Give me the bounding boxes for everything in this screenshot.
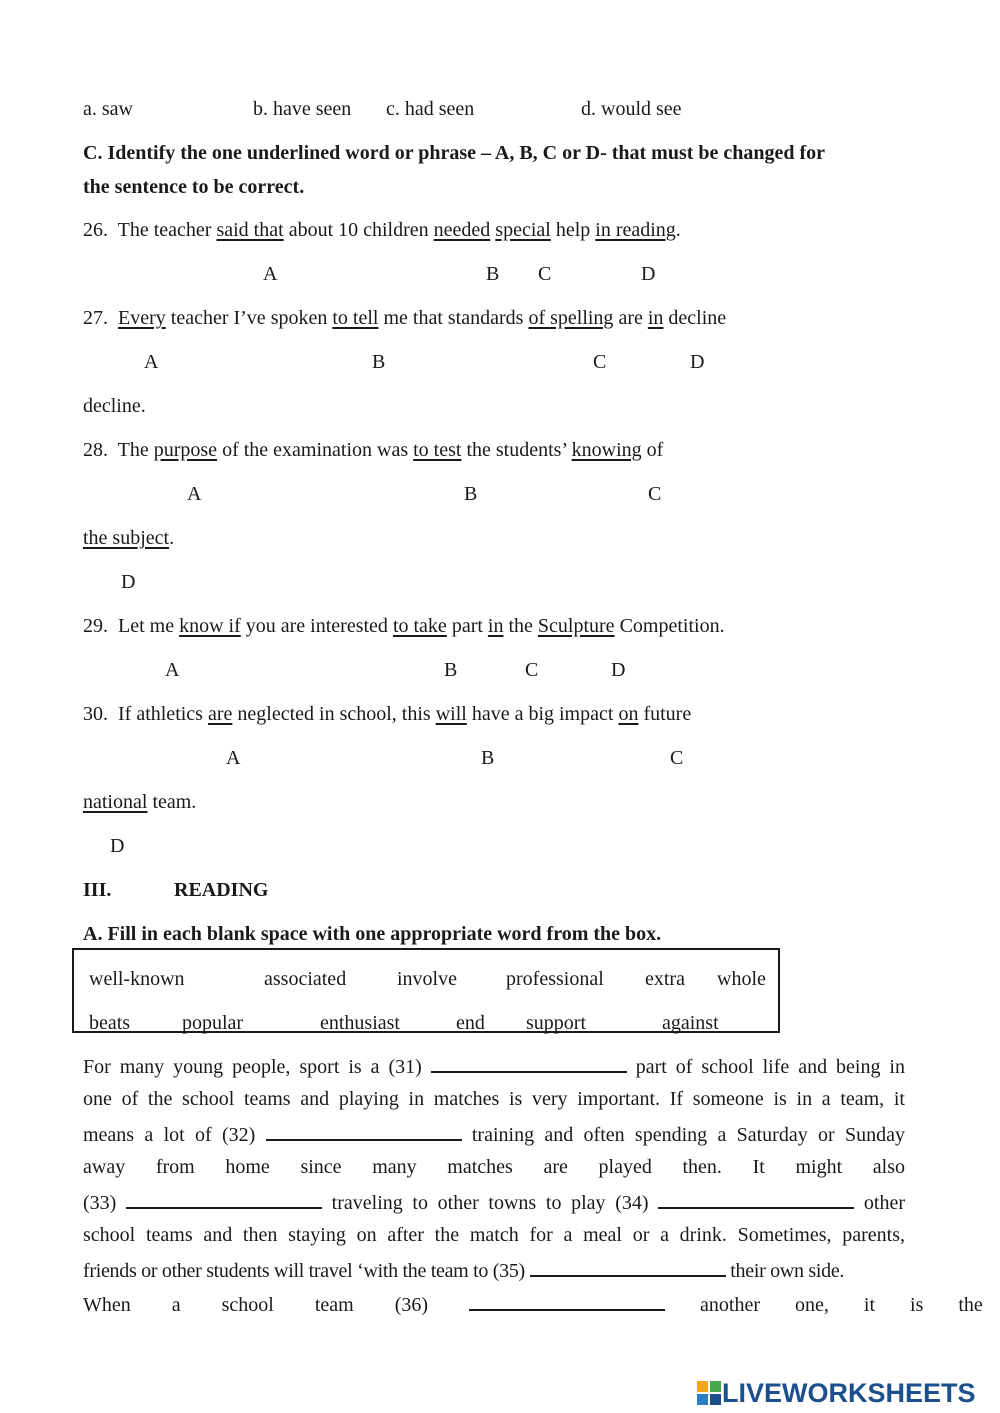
question-28-continuation: [83, 526, 174, 550]
text: team.: [147, 791, 197, 813]
text: of the examination was: [217, 439, 414, 461]
text: training and often spending a Saturday or Sunday: [461, 1124, 905, 1146]
passage-line: [83, 1257, 905, 1283]
text: Competition.: [614, 615, 725, 637]
text: of: [641, 439, 664, 461]
word-box-item: extra: [645, 968, 685, 990]
question-27-continuation: decline.: [83, 395, 146, 417]
text: the: [503, 615, 538, 637]
text: decline: [663, 307, 727, 329]
blank-33[interactable]: [126, 1189, 322, 1209]
text: (33): [83, 1192, 126, 1214]
text: about 10 children: [283, 219, 434, 241]
text: .: [675, 219, 681, 241]
blank-32[interactable]: [266, 1121, 462, 1141]
letter-b: B: [486, 263, 500, 285]
passage-line: school teams and then staying on after the match for a meal or a drink. Sometimes, parents,: [83, 1224, 905, 1246]
letter-c: C: [525, 659, 539, 681]
letter-d: D: [641, 263, 656, 285]
underlined-b: to test: [413, 439, 462, 461]
letter-b: B: [481, 747, 495, 769]
underlined-d: in reading: [595, 219, 676, 241]
question-number: 30.: [83, 703, 108, 725]
text: part: [446, 615, 488, 637]
section-number: III.: [83, 879, 112, 901]
underlined-a: said that: [216, 219, 284, 241]
text: When a school team (36): [83, 1294, 470, 1316]
question-number: 26.: [83, 219, 108, 241]
text: part of school life and being in: [626, 1056, 905, 1078]
letter-a: A: [263, 263, 278, 285]
text: are: [613, 307, 648, 329]
text: have a big impact: [466, 703, 619, 725]
text: me that standards: [378, 307, 529, 329]
underlined-c: in: [487, 615, 504, 637]
text: friends or other students will travel ‘with the team to (35): [83, 1260, 530, 1282]
text: another one, it is the: [665, 1294, 983, 1316]
underlined-b: to tell: [332, 307, 379, 329]
question-number: 29.: [83, 615, 108, 637]
text: .: [169, 527, 175, 549]
passage-line: [83, 1121, 905, 1147]
letter-c: C: [670, 747, 684, 769]
section-title: READING: [174, 879, 269, 901]
underlined-d: national: [83, 791, 148, 813]
option-d: d. would see: [581, 98, 682, 120]
text: If athletics: [118, 703, 208, 725]
question-30: [83, 702, 691, 726]
blank-34[interactable]: [658, 1189, 854, 1209]
text: teacher I’ve spoken: [165, 307, 333, 329]
text: The teacher: [117, 219, 217, 241]
letter-a: A: [226, 747, 241, 769]
letter-d: D: [121, 571, 136, 593]
word-box-item: end: [456, 1012, 485, 1034]
passage-line: [83, 1053, 905, 1079]
text: the students’: [461, 439, 572, 461]
blank-35[interactable]: [530, 1257, 726, 1277]
logo-text: LIVEWORKSHEETS: [722, 1377, 976, 1408]
passage-line: one of the school teams and playing in matches is very important. If someone is in a team, it: [83, 1088, 905, 1110]
word-box-item: enthusiast: [320, 1012, 400, 1034]
underlined-c: on: [618, 703, 639, 725]
underlined-a: Every: [118, 307, 166, 329]
passage-line: away from home since many matches are played then. It might also: [83, 1156, 905, 1178]
part-a-instruction: A. Fill in each blank space with one appropriate word from the box.: [83, 923, 662, 945]
liveworksheets-logo-icon: [696, 1380, 722, 1406]
text: traveling to other towns to play (34): [322, 1192, 659, 1214]
question-number: 27.: [83, 307, 108, 329]
text: For many young people, sport is a (31): [83, 1056, 431, 1078]
text: help: [550, 219, 596, 241]
underlined-b: to take: [392, 615, 447, 637]
word-box-item: against: [662, 1012, 719, 1034]
underlined-d: Sculpture: [537, 615, 615, 637]
text: future: [638, 703, 692, 725]
underlined-a: are: [207, 703, 233, 725]
option-b: b. have seen: [253, 98, 352, 120]
option-c: c. had seen: [386, 98, 475, 120]
passage-line: [83, 1291, 983, 1317]
underlined-d: the subject: [83, 527, 170, 549]
letter-a: A: [144, 351, 159, 373]
section-c-heading: C. Identify the one underlined word or phrase – A, B, C or D- that must be changed for: [83, 142, 826, 164]
option-a: a. saw: [83, 98, 133, 120]
blank-36[interactable]: [469, 1291, 665, 1311]
text: other: [854, 1192, 906, 1214]
question-number: 28.: [83, 439, 108, 461]
letter-a: A: [165, 659, 180, 681]
word-box-item: whole: [717, 968, 766, 990]
underlined-b: needed: [433, 219, 491, 241]
underlined-c: knowing: [571, 439, 642, 461]
text: you are interested: [240, 615, 393, 637]
text: neglected in school, this: [232, 703, 436, 725]
letter-c: C: [648, 483, 662, 505]
liveworksheets-logo: [696, 1378, 976, 1408]
question-28: [83, 438, 663, 462]
word-box-item: popular: [182, 1012, 244, 1034]
letter-c: C: [538, 263, 552, 285]
question-29: [83, 614, 725, 638]
letter-d: D: [110, 835, 125, 857]
word-box-item: associated: [264, 968, 347, 990]
underlined-a: know if: [179, 615, 241, 637]
letter-d: D: [690, 351, 705, 373]
text: their own side.: [725, 1260, 845, 1282]
text: means a lot of (32): [83, 1124, 266, 1146]
letter-a: A: [187, 483, 202, 505]
question-27: [83, 306, 726, 330]
underlined-d: in: [647, 307, 664, 329]
letter-d: D: [611, 659, 626, 681]
word-box-item: beats: [89, 1012, 131, 1034]
letter-b: B: [464, 483, 478, 505]
word-box-item: involve: [397, 968, 457, 990]
question-26: [83, 218, 681, 242]
question-30-continuation: [83, 790, 196, 814]
word-box-item: support: [526, 1012, 586, 1034]
letter-c: C: [593, 351, 607, 373]
word-box-item: well-known: [89, 968, 185, 990]
letter-b: B: [444, 659, 458, 681]
underlined-c: of spelling: [528, 307, 614, 329]
underlined-c: special: [495, 219, 551, 241]
text: Let me: [118, 615, 180, 637]
letter-b: B: [372, 351, 386, 373]
passage-line: [83, 1189, 905, 1215]
underlined-a: purpose: [153, 439, 218, 461]
text: The: [117, 439, 154, 461]
word-box: [72, 948, 780, 1033]
section-c-heading-cont: the sentence to be correct.: [83, 176, 305, 198]
underlined-b: will: [435, 703, 467, 725]
blank-31[interactable]: [431, 1053, 627, 1073]
word-box-item: professional: [506, 968, 604, 990]
